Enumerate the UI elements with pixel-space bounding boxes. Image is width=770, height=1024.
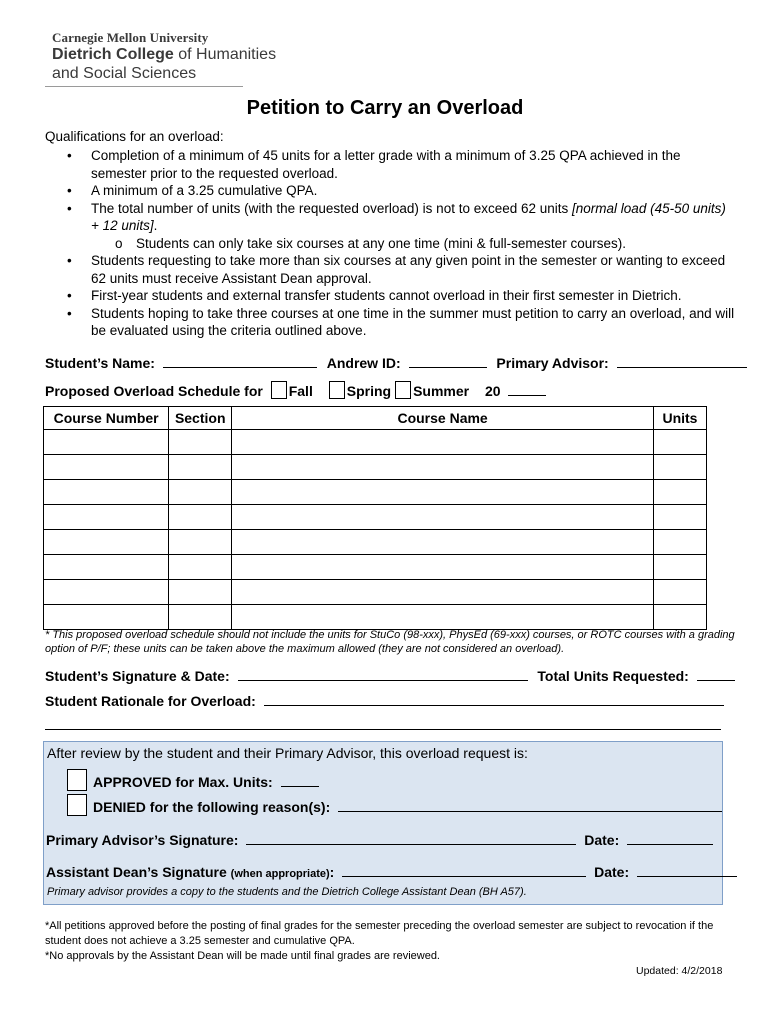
spring-label: Spring [346, 383, 392, 399]
table-row [44, 530, 707, 555]
andrew-id-field[interactable] [409, 353, 487, 368]
col-section: Section [169, 407, 232, 430]
table-row [44, 480, 707, 505]
qualifications-list [45, 147, 735, 340]
table-row [44, 605, 707, 630]
rationale-label: Student Rationale for Overload: [45, 693, 256, 709]
units-cell[interactable] [653, 505, 706, 530]
dean-date-label: Date: [594, 864, 630, 880]
qualification-item [45, 305, 735, 340]
denied-row [67, 794, 722, 816]
andrew-id-label: Andrew ID: [326, 355, 401, 371]
units-cell[interactable] [653, 480, 706, 505]
logo-divider [45, 86, 243, 87]
qualification-italic-text: [normal load (45-50 units) + 12 units] [91, 200, 726, 233]
student-fields-row [45, 353, 747, 371]
table-row [44, 455, 707, 480]
units-cell[interactable] [653, 580, 706, 605]
qualification-text: A minimum of a 3.25 cumulative QPA. [91, 183, 318, 198]
qualification-item [45, 182, 735, 200]
total-units-field[interactable] [697, 666, 735, 681]
qualification-text: Students requesting to take more than six courses at any given point in the semester or wanting to exceed 62 units must receive Assistant Dean approval. [91, 253, 726, 286]
units-cell[interactable] [653, 530, 706, 555]
course-number-cell[interactable] [44, 505, 169, 530]
bullet-icon: • [67, 148, 72, 163]
advisor-signature-field[interactable] [246, 830, 576, 845]
copy-note: Primary advisor provides a copy to the students and the Dietrich College Assistant Dean (BH A57). [47, 886, 527, 898]
bullet-icon: • [67, 253, 72, 268]
course-number-cell[interactable] [44, 455, 169, 480]
qualification-text: Completion of a minimum of 45 units for a letter grade with a minimum of 3.25 QPA achieved in the semester prior to the requested overload. [91, 148, 681, 181]
section-cell[interactable] [169, 605, 232, 630]
section-cell[interactable] [169, 555, 232, 580]
course-name-cell[interactable] [232, 580, 654, 605]
units-cell[interactable] [653, 430, 706, 455]
course-number-cell[interactable] [44, 430, 169, 455]
college-name-line1 [52, 46, 276, 64]
student-name-field[interactable] [163, 353, 317, 368]
course-name-cell[interactable] [232, 605, 654, 630]
schedule-table [43, 406, 707, 630]
dean-signature-row [46, 862, 737, 880]
qualification-text: Students can only take six courses at any one time (mini & full-semester courses). [136, 235, 626, 251]
approved-row [67, 769, 319, 791]
bullet-icon: • [67, 200, 72, 216]
rationale-line-2[interactable] [45, 729, 721, 730]
table-row [44, 555, 707, 580]
section-cell[interactable] [169, 505, 232, 530]
section-cell[interactable] [169, 580, 232, 605]
denied-reason-field[interactable] [338, 797, 722, 812]
section-cell[interactable] [169, 530, 232, 555]
col-course-number: Course Number [44, 407, 169, 430]
schedule-note: * This proposed overload schedule should not include the units for StuCo (98-xxx), PhysEd (69-xxx) courses, or ROTC courses with a grading option of P/F; these units can be taken above the maximum allowed (they are not considered an overload). [45, 629, 735, 655]
table-row [44, 580, 707, 605]
table-row [44, 430, 707, 455]
units-cell[interactable] [653, 455, 706, 480]
course-name-cell[interactable] [232, 480, 654, 505]
denied-label: DENIED for the following reason(s): [93, 799, 331, 815]
student-signature-label: Student’s Signature & Date: [45, 668, 230, 684]
total-units-label: Total Units Requested: [537, 668, 689, 684]
dean-date-field[interactable] [637, 862, 737, 877]
qualifications-heading: Qualifications for an overload: [45, 129, 224, 144]
qualification-item [45, 147, 735, 182]
qualification-trailing-text: . [153, 218, 158, 233]
qualification-text: The total number of units (with the requested overload) is not to exceed 62 units [91, 200, 573, 216]
schedule-label: Proposed Overload Schedule for [45, 383, 263, 399]
rationale-field[interactable] [264, 691, 724, 706]
section-cell[interactable] [169, 430, 232, 455]
max-units-field[interactable] [281, 772, 319, 787]
page-title: Petition to Carry an Overload [246, 97, 524, 119]
col-course-name: Course Name [232, 407, 654, 430]
section-cell[interactable] [169, 455, 232, 480]
year-field[interactable] [508, 381, 546, 396]
col-units: Units [653, 407, 706, 430]
course-name-cell[interactable] [232, 530, 654, 555]
footnotes [45, 919, 735, 964]
primary-advisor-label: Primary Advisor: [496, 355, 609, 371]
course-name-cell[interactable] [232, 430, 654, 455]
advisor-signature-row [46, 830, 713, 848]
primary-advisor-field[interactable] [617, 353, 747, 368]
fall-checkbox[interactable] [271, 381, 287, 399]
footnote-approvals: *No approvals by the Assistant Dean will be made until final grades are reviewed. [45, 950, 440, 962]
dean-signature-paren: (when appropriate) [230, 868, 330, 880]
bullet-icon: • [67, 288, 72, 303]
approved-checkbox[interactable] [67, 769, 87, 791]
qualification-text: Students hoping to take three courses at one time in the summer must petition to carry an overload, and will be evaluated using the criteria outlined above. [91, 305, 735, 338]
college-name-rest: of Humanities [173, 46, 277, 63]
dean-signature-label: Assistant Dean’s Signature [46, 864, 227, 880]
bullet-icon: • [67, 183, 72, 198]
section-cell[interactable] [169, 480, 232, 505]
fall-label: Fall [288, 383, 313, 399]
course-number-cell[interactable] [44, 605, 169, 630]
course-number-cell[interactable] [44, 555, 169, 580]
circle-bullet-icon: o [115, 235, 123, 251]
student-name-label: Student’s Name: [45, 355, 155, 371]
advisor-date-field[interactable] [627, 830, 713, 845]
footnote-revocation: *All petitions approved before the posting of final grades for the semester preceding the overload semester are subject to revocation if the student does not achieve a 3.25 semester and cumulative QPA. [45, 920, 714, 947]
schedule-header-row [44, 407, 707, 430]
review-box [43, 741, 723, 905]
bullet-icon: • [67, 305, 72, 321]
rationale-row [45, 691, 724, 709]
course-name-cell[interactable] [232, 555, 654, 580]
schedule-term-row [45, 381, 546, 399]
course-name-cell[interactable] [232, 505, 654, 530]
advisor-signature-label: Primary Advisor’s Signature: [46, 832, 239, 848]
denied-checkbox[interactable] [67, 794, 87, 816]
year-prefix: 20 [485, 383, 501, 399]
summer-label: Summer [413, 383, 470, 399]
course-name-cell[interactable] [232, 455, 654, 480]
signature-row [45, 666, 735, 684]
units-cell[interactable] [653, 555, 706, 580]
schedule-body [44, 430, 707, 630]
approved-label: APPROVED for Max. Units: [93, 774, 273, 790]
units-cell[interactable] [653, 605, 706, 630]
qualification-subitem [45, 235, 735, 253]
course-number-cell[interactable] [44, 480, 169, 505]
updated-date: Updated: 4/2/2018 [636, 965, 723, 977]
qualification-item [45, 252, 735, 287]
review-intro: After review by the student and their Primary Advisor, this overload request is: [47, 745, 528, 761]
university-name: Carnegie Mellon University [52, 30, 209, 45]
spring-checkbox[interactable] [329, 381, 345, 399]
college-name-bold: Dietrich College [52, 46, 174, 63]
course-number-cell[interactable] [44, 530, 169, 555]
dean-signature-colon: : [329, 864, 335, 880]
college-name-line2: and Social Sciences [52, 65, 197, 82]
summer-checkbox[interactable] [395, 381, 411, 399]
qualification-item [45, 287, 735, 305]
qualification-item [45, 200, 735, 235]
table-row [44, 505, 707, 530]
course-number-cell[interactable] [44, 580, 169, 605]
qualification-text: First-year students and external transfer students cannot overload in their first semester in Dietrich. [91, 288, 682, 303]
dean-signature-field[interactable] [342, 862, 586, 877]
advisor-date-label: Date: [584, 832, 620, 848]
student-signature-field[interactable] [238, 666, 528, 681]
